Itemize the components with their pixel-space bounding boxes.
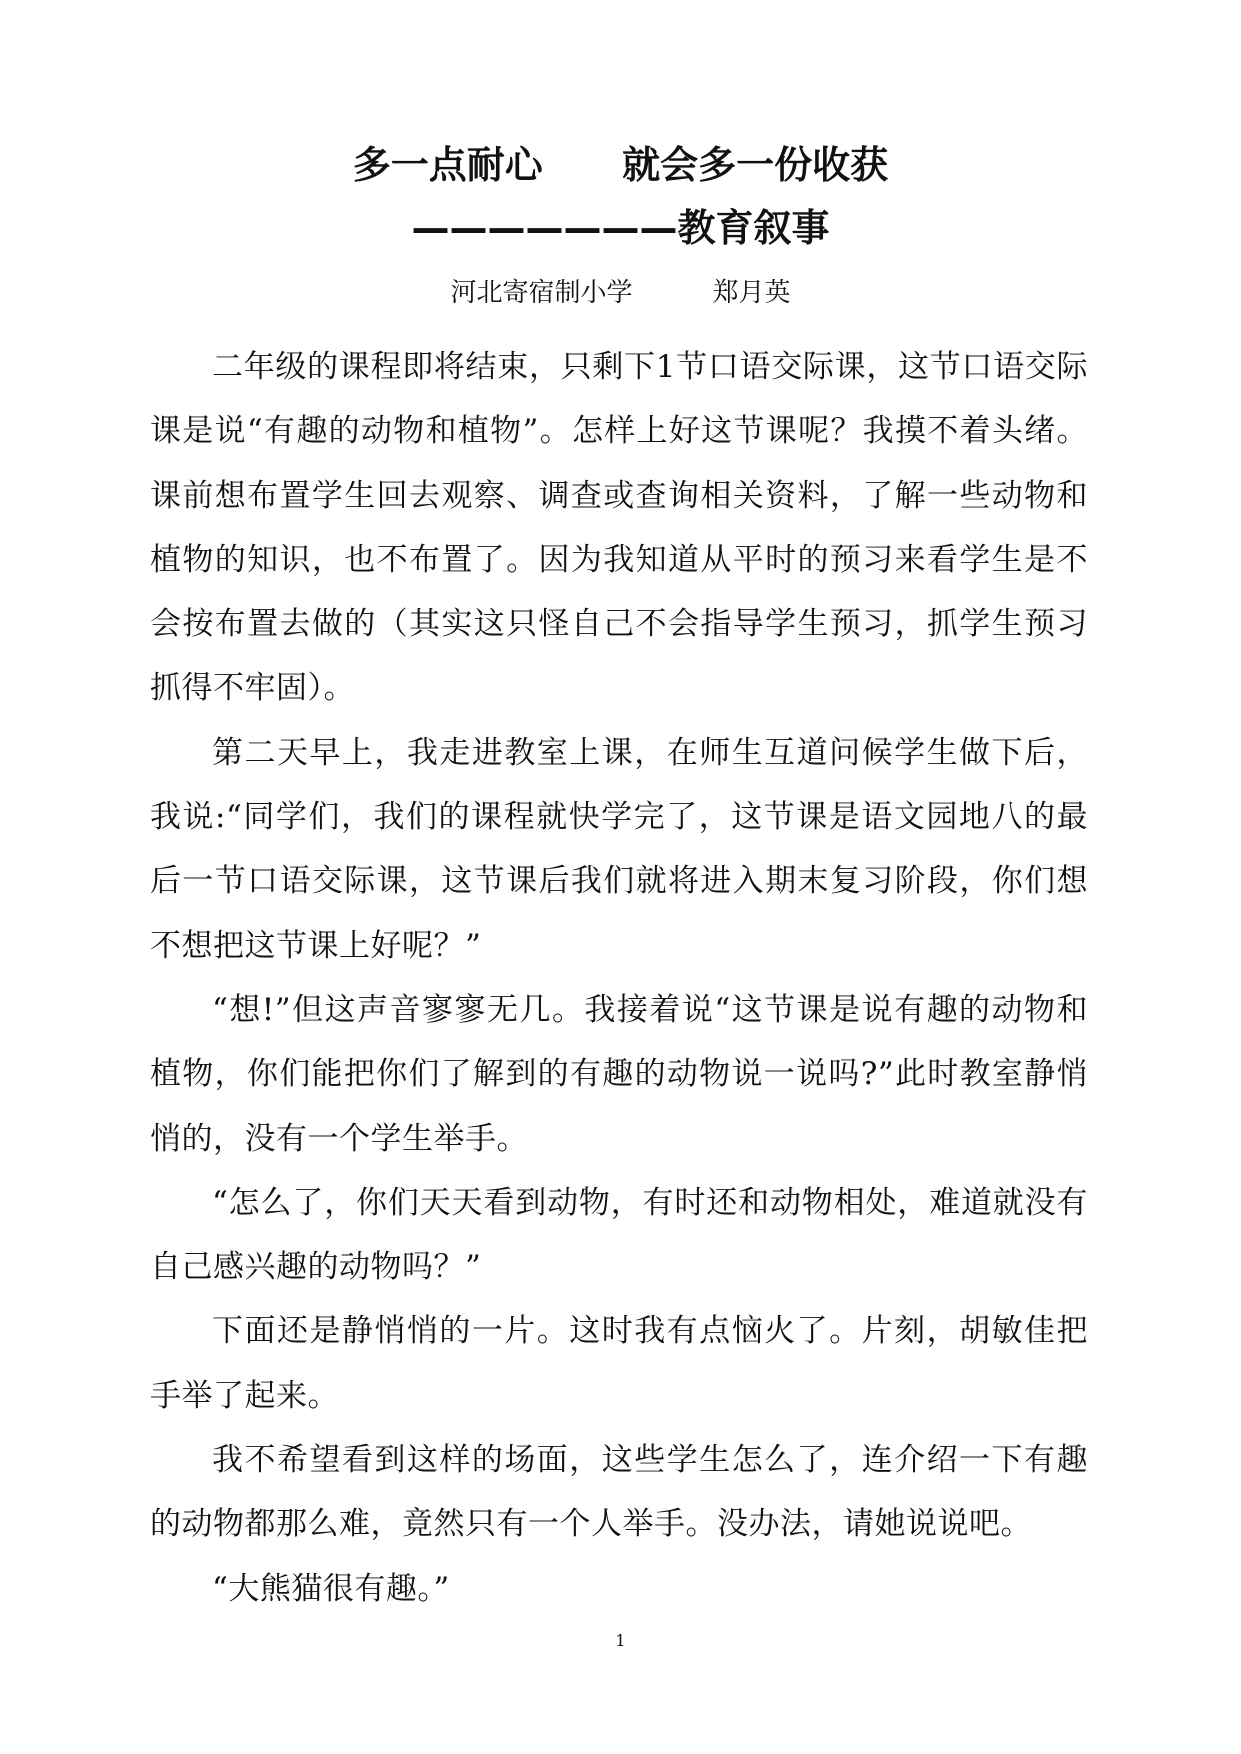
paragraph: 二年级的课程即将结束，只剩下1节口语交际课，这节口语交际课是说“有趣的动物和植物”。怎样上好这节课呢？我摸不着头绪。课前想布置学生回去观察、调查或查询相关资料，了解一些动物和植物的知识，也不布置了。因为我知道从平时的预习来看学生是不会按布置去做的（其实这只怪自己不会指导学生预习，抓学生预习抓得不牢固）。 — [150, 349, 1088, 707]
paragraph: “怎么了，你们天天看到动物，有时还和动物相处，难道就没有自己感兴趣的动物吗？” — [150, 1184, 1088, 1286]
document-body — [150, 335, 1088, 1621]
paragraph: 我不希望看到这样的场面，这些学生怎么了，连介绍一下有趣的动物都那么难，竟然只有一个人举手。没办法，请她说说吧。 — [150, 1442, 1088, 1543]
paragraph: “大熊猫很有趣。” — [212, 1570, 450, 1607]
page-number: 1 — [615, 1631, 626, 1650]
document-title: 多一点耐心 就会多一份收获 — [352, 143, 889, 187]
author-byline — [0, 275, 1241, 311]
paragraph: 下面还是静悄悄的一片。这时我有点恼火了。片刻，胡敏佳把手举了起来。 — [150, 1313, 1088, 1414]
document-subtitle: ———————教育叙事 — [411, 206, 830, 250]
paragraph: 第二天早上，我走进教室上课，在师生互道问候学生做下后，我说:“同学们，我们的课程就快学完了，这节课是语文园地八的最后一节口语交际课，这节课后我们就将进入期末复习阶段，你们想不想把这节课上好呢？” — [150, 734, 1088, 964]
author-name: 郑月英 — [712, 278, 791, 308]
author-school: 河北寄宿制小学 — [450, 278, 633, 308]
paragraph: “想!”但这声音寥寥无几。我接着说“这节课是说有趣的动物和植物，你们能把你们了解到的有趣的动物说一说吗?”此时教室静悄悄的，没有一个学生举手。 — [150, 991, 1088, 1157]
